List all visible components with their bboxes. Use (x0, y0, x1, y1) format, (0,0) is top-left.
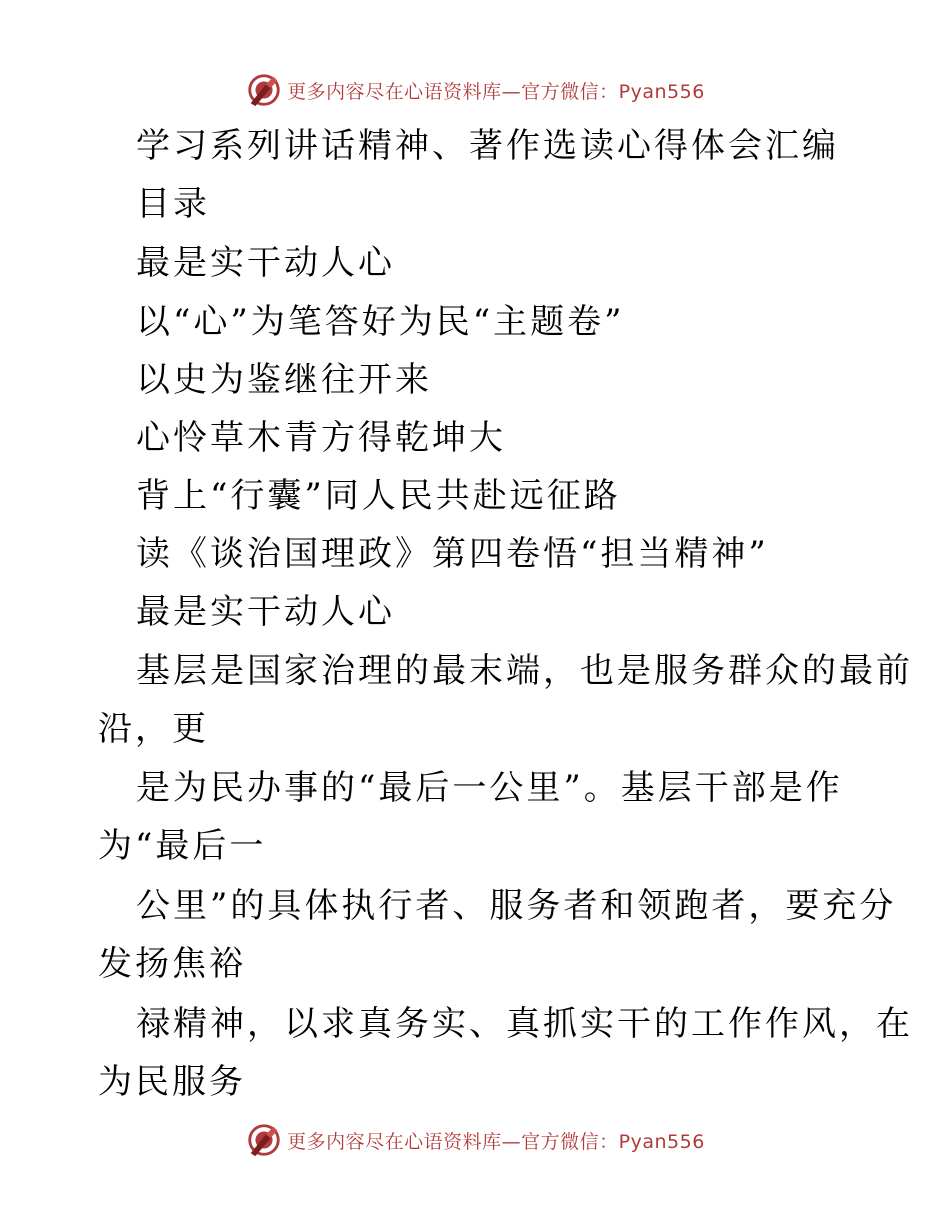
document-title: 学习系列讲话精神、著作选读心得体会汇编 (136, 126, 839, 166)
header-banner (0, 68, 950, 112)
toc-item: 心怜草木青方得乾坤大 (136, 418, 506, 458)
paragraph-line: 禄精神，以求真务实、真抓实干的工作作风，在 (136, 1004, 913, 1044)
header-banner-text: 更多内容尽在心语资料库—官方微信：Pyan556 (287, 80, 705, 103)
section-heading: 最是实干动人心 (136, 592, 395, 632)
paragraph-line: 发扬焦裕 (98, 944, 246, 984)
toc-heading: 目录 (136, 184, 210, 224)
toc-item: 背上“行囊”同人民共赴远征路 (136, 476, 621, 516)
paragraph-line: 公里”的具体执行者、服务者和领跑者，要充分 (136, 886, 897, 926)
paragraph-line: 为民服务 (98, 1062, 246, 1102)
toc-item: 以“心”为笔答好为民“主题卷” (136, 302, 625, 342)
footer-banner-text: 更多内容尽在心语资料库—官方微信：Pyan556 (287, 1130, 705, 1153)
pen-logo-icon (245, 71, 283, 109)
toc-item: 以史为鉴继往开来 (136, 360, 432, 400)
footer-banner (0, 1118, 950, 1162)
pen-logo-icon (245, 1121, 283, 1159)
paragraph-line: 沿，更 (98, 709, 209, 749)
toc-item: 最是实干动人心 (136, 243, 395, 283)
toc-item: 读《谈治国理政》第四卷悟“担当精神” (136, 534, 769, 574)
paragraph-line: 为“最后一 (98, 826, 267, 866)
paragraph-line: 是为民办事的“最后一公里”。基层干部是作 (136, 768, 843, 808)
paragraph-line: 基层是国家治理的最末端，也是服务群众的最前 (136, 651, 913, 691)
